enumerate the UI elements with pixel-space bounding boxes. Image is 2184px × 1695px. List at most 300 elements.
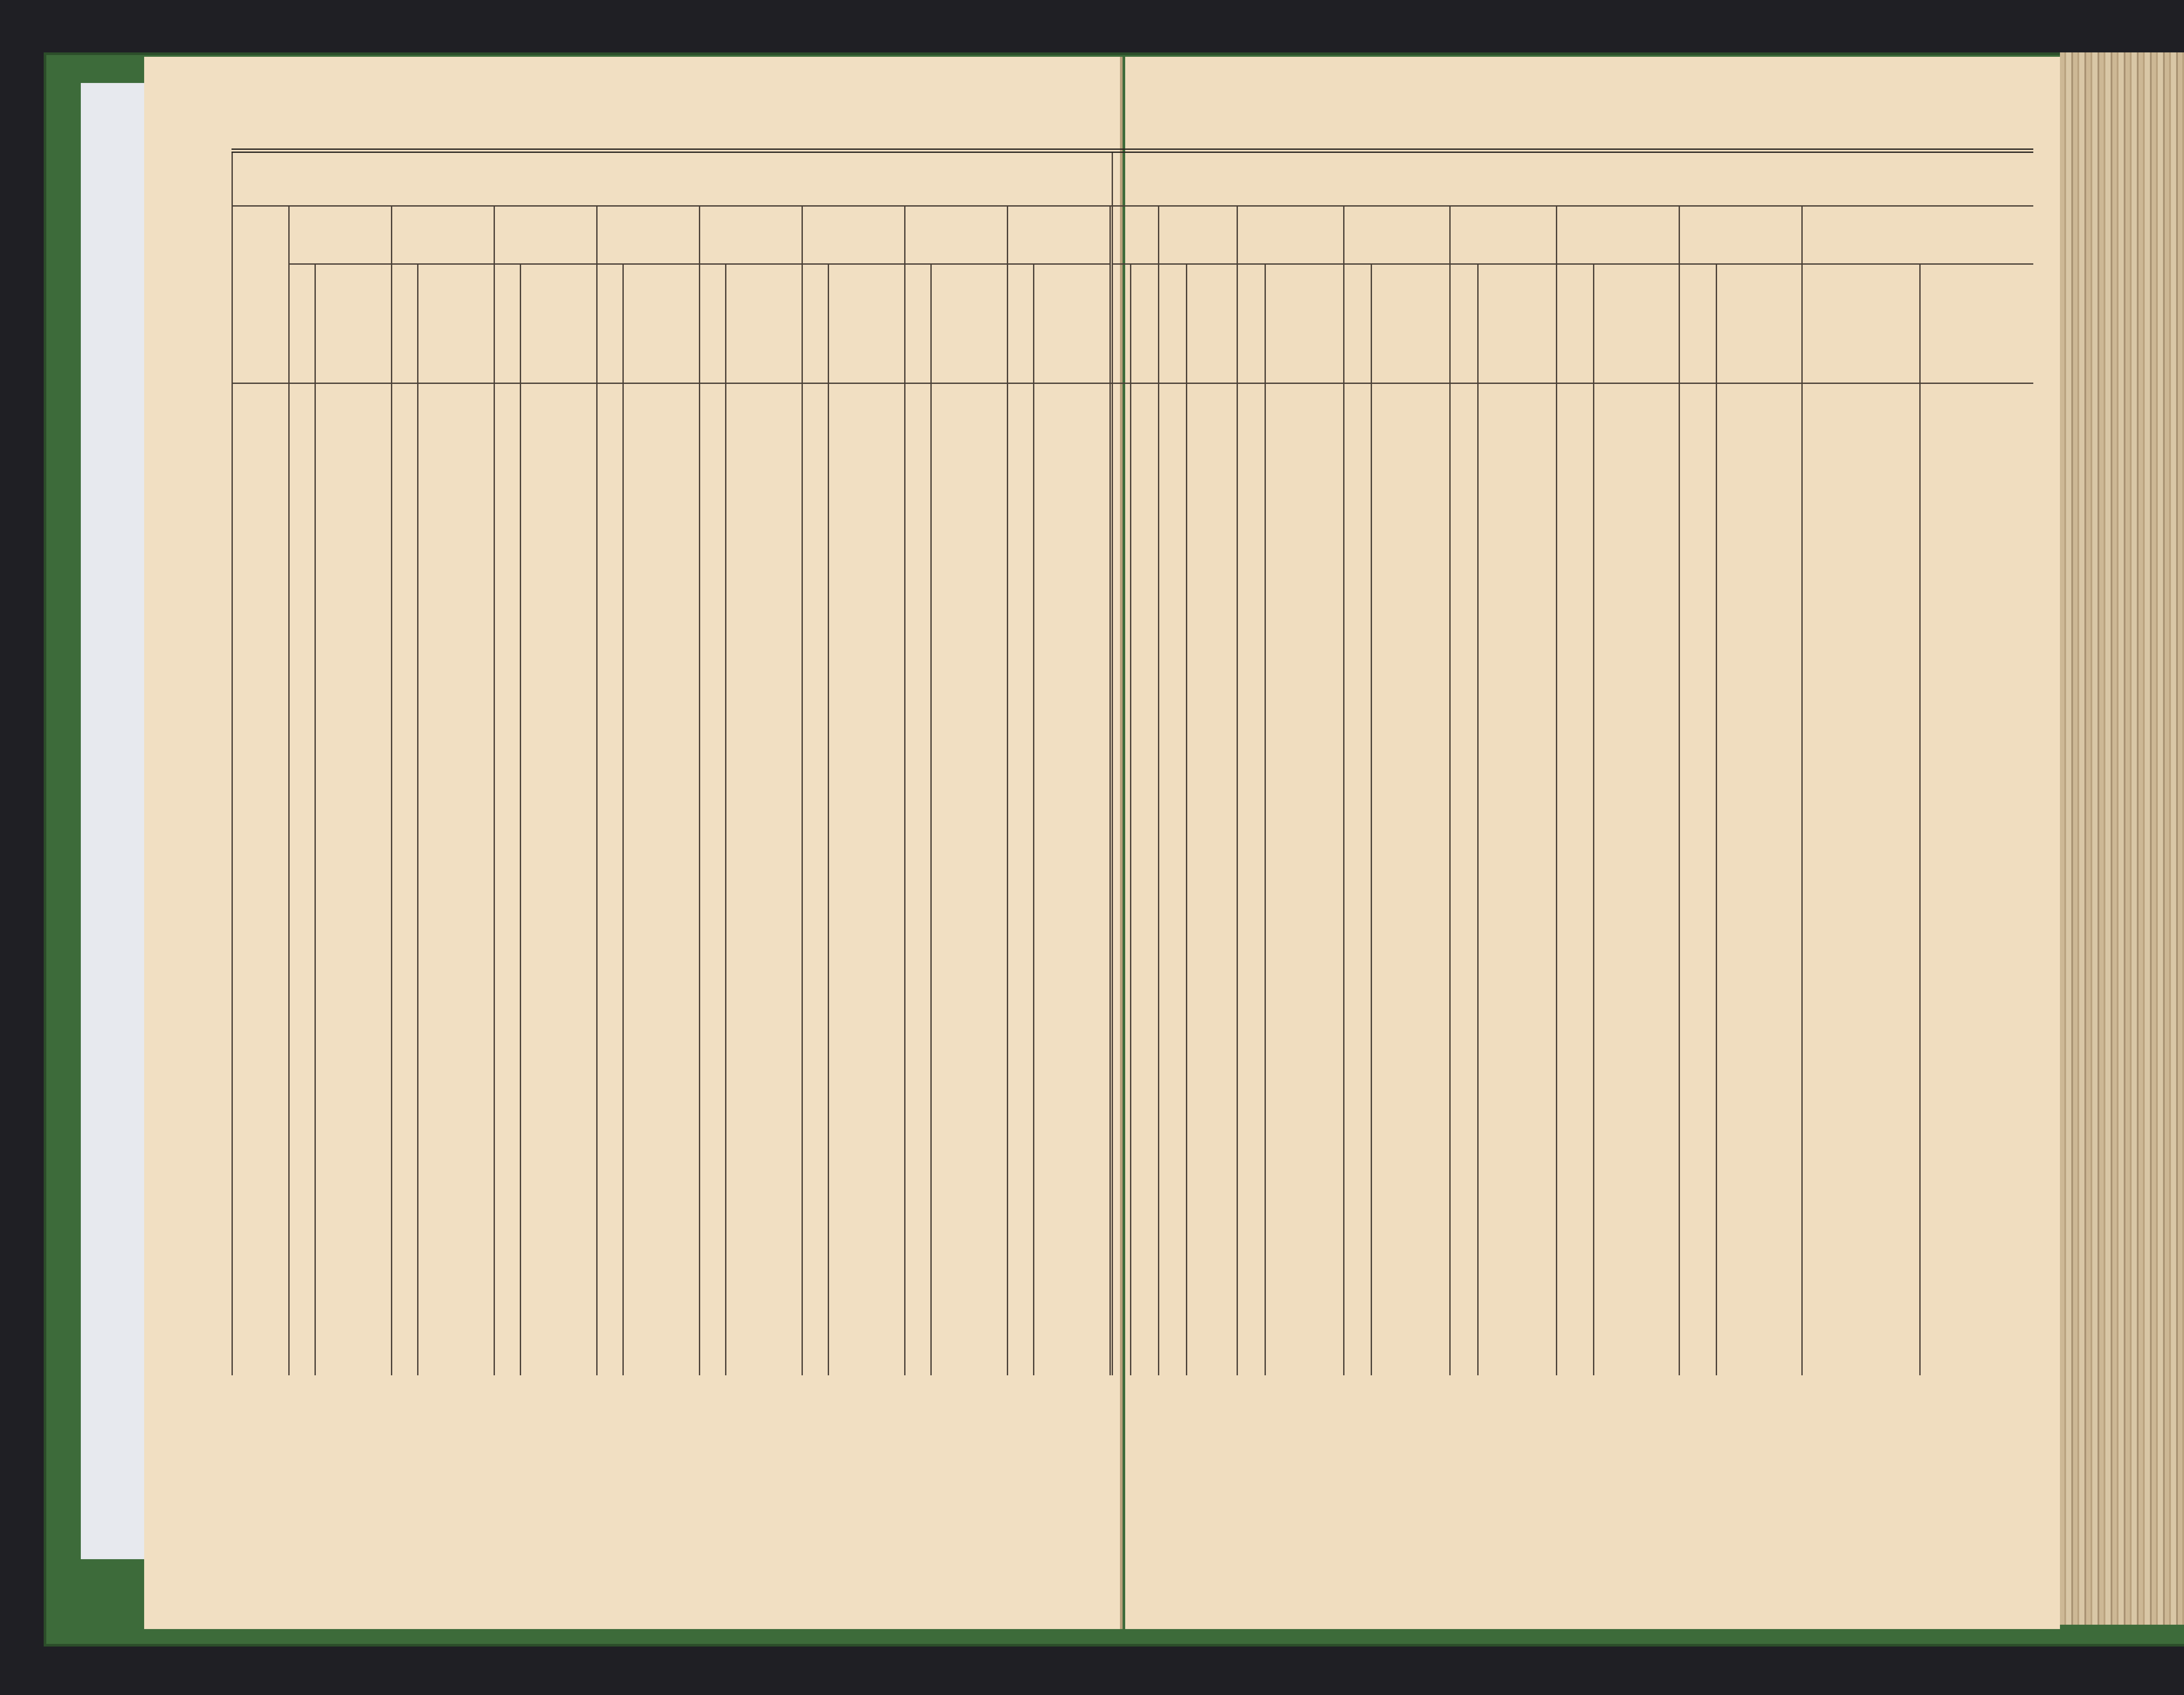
table-cell [1478,884,1556,904]
column-subheader [931,264,1008,383]
table-cell [1679,1216,1716,1236]
column-subheader [1344,264,1372,383]
table-cell [931,474,1008,493]
table-cell [1344,1061,1372,1080]
table-cell [494,1335,521,1375]
table-cell [1679,383,1716,417]
table-cell [494,1236,521,1255]
table-cell [289,629,315,670]
table-cell [1450,1061,1478,1080]
table-cell [1557,455,1594,474]
table-cell [1920,493,2033,533]
table-cell [905,572,931,591]
table-cell [700,533,726,552]
table-cell [521,748,597,767]
table-cell [1008,1042,1034,1061]
table-cell [829,710,905,729]
table-cell [1008,884,1034,904]
table-cell [392,455,418,474]
table-cell [700,1236,726,1255]
table-cell [700,493,726,533]
table-cell [1802,1042,1920,1061]
table-cell [1478,435,1556,455]
table-cell [1237,942,1265,982]
column-subheader [623,264,700,383]
table-cell [1557,1080,1594,1099]
table-cell [1265,904,1344,923]
table-row [1113,670,2034,710]
table-cell [418,435,494,455]
table-cell [1372,884,1450,904]
table-cell [1186,383,1237,417]
table-cell [1186,552,1237,572]
table-cell [289,904,315,923]
table-row [232,710,1123,729]
table-cell [1113,748,1131,767]
table-cell [494,383,521,417]
table-cell [315,1022,392,1042]
column-subheader [1802,264,1920,383]
table-cell [1593,884,1679,904]
table-cell [1034,435,1110,455]
table-cell [1008,610,1034,629]
table-cell [1186,670,1237,710]
table-cell [1716,710,1802,729]
table-cell [1131,533,1159,552]
table-cell [1593,923,1679,942]
table-cell [1265,670,1344,710]
table-cell [623,533,700,552]
table-cell [1344,942,1372,982]
table-cell [905,806,931,846]
table-cell [1131,748,1159,767]
table-row [1113,806,2034,846]
table-row [232,748,1123,767]
table-cell [1131,787,1159,806]
table-cell [1920,710,2033,729]
table-cell [1920,416,2033,435]
table-cell [1237,1178,1265,1197]
table-cell [700,1159,726,1178]
table-cell [494,552,521,572]
table-cell [726,1255,802,1295]
table-cell [829,806,905,846]
table-cell [1802,1118,1920,1159]
table-cell [1557,1236,1594,1255]
table-cell [1920,846,2033,865]
column-subheader [1450,264,1478,383]
table-cell [1008,806,1034,846]
table-cell [623,1118,700,1159]
column-header-group [597,206,700,264]
table-cell [315,865,392,884]
table-cell [726,710,802,729]
table-cell [1372,1118,1450,1159]
table-cell [1186,787,1237,806]
table-cell [315,1099,392,1118]
table-cell [1802,629,1920,670]
table-cell [597,846,623,865]
table-cell [392,610,418,629]
table-cell [1008,1335,1034,1375]
table-cell [700,1216,726,1236]
column-subheader [1113,264,1131,383]
table-cell [418,1236,494,1255]
table-cell [1158,1178,1186,1197]
table-cell [931,865,1008,884]
table-cell [1113,923,1131,942]
table-cell [1265,572,1344,591]
table-cell [1344,1295,1372,1335]
table-cell [1478,1236,1556,1255]
table-cell [521,552,597,572]
table-cell [1802,533,1920,552]
table-cell [802,710,829,729]
table-cell [1265,710,1344,729]
table-cell [1113,493,1131,533]
table-cell [1920,729,2033,748]
table-cell [829,1080,905,1099]
table-cell [905,1178,931,1197]
table-cell [1593,533,1679,552]
table-cell [1372,1080,1450,1099]
table-row [232,846,1123,865]
table-row [1113,1295,2034,1335]
table-cell [1186,591,1237,610]
table-cell [1237,455,1265,474]
table-cell [905,435,931,455]
table-cell [802,1255,829,1295]
table-cell [1372,1197,1450,1216]
table-cell [1716,1099,1802,1118]
table-cell [1265,416,1344,435]
table-cell [392,904,418,923]
table-cell [1716,629,1802,670]
table-cell [1802,383,1920,417]
table-cell [802,1335,829,1375]
table-cell [905,1295,931,1335]
table-cell [905,552,931,572]
table-cell [802,904,829,923]
table-cell [700,1295,726,1335]
table-cell [802,629,829,670]
table-cell [315,1236,392,1255]
column-subheader [289,264,315,383]
table-cell [931,1080,1008,1099]
table-cell [1158,455,1186,474]
table-cell [1113,552,1131,572]
table-cell [1186,884,1237,904]
table-cell [1113,670,1131,710]
table-cell [315,435,392,455]
table-cell [1265,1197,1344,1216]
table-cell [1679,748,1716,767]
table-cell [1237,1022,1265,1042]
table-cell [829,904,905,923]
table-cell [1802,1178,1920,1197]
table-cell [1131,552,1159,572]
table-cell [1802,572,1920,591]
table-cell [700,1080,726,1099]
table-cell [1920,629,2033,670]
table-cell [1478,904,1556,923]
table-cell [418,884,494,904]
table-cell [232,865,289,884]
table-cell [392,806,418,846]
table-row [1113,748,2034,767]
table-row [1113,710,2034,729]
table-cell [623,1236,700,1255]
table-cell [494,416,521,435]
table-cell [1237,416,1265,435]
table-cell [1679,884,1716,904]
table-cell [1113,1178,1131,1197]
table-cell [597,1042,623,1061]
table-cell [1344,923,1372,942]
table-cell [726,904,802,923]
table-cell [418,629,494,670]
table-cell [726,1042,802,1061]
table-cell [1186,1159,1237,1178]
table-cell [1920,670,2033,710]
table-cell [700,923,726,942]
table-cell [1113,942,1131,982]
table-cell [289,572,315,591]
table-cell [1478,629,1556,670]
table-cell [1237,474,1265,493]
table-cell [232,904,289,923]
table-cell [905,1061,931,1080]
table-cell [829,435,905,455]
table-cell [1237,629,1265,670]
table-cell [829,942,905,982]
table-cell [905,455,931,474]
table-cell [232,846,289,865]
table-cell [802,1099,829,1118]
table-cell [931,1022,1008,1042]
table-cell [1557,383,1594,417]
table-cell [315,787,392,806]
table-cell [931,591,1008,610]
table-cell [232,1216,289,1236]
table-cell [232,572,289,591]
table-cell [1344,572,1372,591]
table-cell [1716,787,1802,806]
table-cell [1344,1216,1372,1236]
table-cell [289,1080,315,1099]
table-cell [1344,1159,1372,1178]
table-cell [1802,729,1920,748]
table-cell [802,670,829,710]
table-cell [1679,767,1716,787]
table-cell [1034,1216,1110,1236]
table-cell [521,474,597,493]
table-cell [1131,846,1159,865]
table-cell [700,1335,726,1375]
table-cell [1186,748,1237,767]
table-row [232,572,1123,591]
table-cell [494,865,521,884]
table-cell [1450,1022,1478,1042]
table-cell [623,982,700,1022]
table-cell [1344,1335,1372,1375]
table-cell [1478,846,1556,865]
table-cell [1802,493,1920,533]
table-cell [726,923,802,942]
table-cell [1593,904,1679,923]
table-cell [232,1335,289,1375]
table-cell [623,767,700,787]
table-cell [1716,942,1802,982]
table-cell [1557,710,1594,729]
table-cell [905,1335,931,1375]
table-cell [1802,552,1920,572]
table-cell [1372,904,1450,923]
table-cell [1344,767,1372,787]
table-cell [597,1197,623,1216]
table-cell [1478,748,1556,767]
table-cell [494,1118,521,1159]
table-cell [1158,767,1186,787]
table-banner [1113,151,2034,206]
table-cell [829,1295,905,1335]
table-cell [905,629,931,670]
table-cell [1131,1178,1159,1197]
column-subheader [494,264,521,383]
table-cell [1008,1061,1034,1080]
table-cell [905,787,931,806]
table-cell [905,1255,931,1295]
table-cell [418,591,494,610]
table-cell [623,787,700,806]
table-cell [1113,1295,1131,1335]
table-cell [597,383,623,417]
table-cell [289,1335,315,1375]
table-cell [1186,1042,1237,1061]
table-cell [1716,865,1802,884]
table-cell [1716,670,1802,710]
table-cell [700,591,726,610]
table-cell [1265,748,1344,767]
table-cell [802,1236,829,1255]
table-row [232,455,1123,474]
table-cell [905,1236,931,1255]
table-row [1113,982,2034,1022]
table-cell [1450,1236,1478,1255]
table-cell [1450,806,1478,846]
table-cell [597,1118,623,1159]
table-cell [1716,767,1802,787]
table-cell [1557,435,1594,455]
table-cell [494,670,521,710]
table-cell [1265,1335,1344,1375]
table-cell [931,787,1008,806]
table-cell [232,629,289,670]
table-cell [315,533,392,552]
table-cell [1186,533,1237,552]
table-cell [232,710,289,729]
table-cell [1372,1178,1450,1197]
table-cell [232,1022,289,1042]
table-cell [1679,1335,1716,1375]
table-cell [1008,533,1034,552]
table-cell [931,904,1008,923]
table-cell [1034,1022,1110,1042]
right-ledger-table [1112,148,2033,1375]
table-cell [1034,1335,1110,1375]
table-cell [1920,1335,2033,1375]
table-cell [1679,729,1716,748]
table-cell [1034,591,1110,610]
table-cell [802,982,829,1022]
table-cell [1450,670,1478,710]
table-cell [1802,1061,1920,1080]
table-cell [1344,806,1372,846]
table-row [232,884,1123,904]
table-cell [623,748,700,767]
table-cell [1593,1197,1679,1216]
table-row [232,474,1123,493]
table-cell [1372,865,1450,884]
table-cell [802,1197,829,1216]
table-cell [931,1255,1008,1295]
table-cell [597,533,623,552]
table-cell [829,748,905,767]
table-cell [1113,846,1131,865]
table-cell [829,1118,905,1159]
table-cell [418,1216,494,1236]
table-cell [521,710,597,729]
table-cell [1237,1216,1265,1236]
table-cell [700,729,726,748]
table-cell [1557,767,1594,787]
table-cell [232,670,289,710]
table-cell [1265,552,1344,572]
table-cell [1158,1197,1186,1216]
table-cell [1478,1022,1556,1042]
table-cell [418,710,494,729]
table-cell [1478,806,1556,846]
table-cell [1372,610,1450,629]
table-cell [1158,787,1186,806]
table-cell [1034,865,1110,884]
table-cell [1679,865,1716,884]
table-cell [1113,1159,1131,1178]
table-cell [1265,533,1344,552]
table-cell [392,1178,418,1197]
table-cell [1478,1197,1556,1216]
table-cell [1920,552,2033,572]
table-cell [1113,904,1131,923]
table-cell [1237,1080,1265,1099]
table-cell [232,923,289,942]
table-cell [1593,474,1679,493]
table-cell [232,552,289,572]
table-cell [1265,729,1344,748]
table-cell [726,1197,802,1216]
table-cell [1034,904,1110,923]
table-cell [232,1197,289,1216]
table-cell [1372,670,1450,710]
table-cell [1802,942,1920,982]
table-cell [931,1118,1008,1159]
table-cell [1034,884,1110,904]
table-cell [931,806,1008,846]
table-row [232,1236,1123,1255]
table-cell [418,846,494,865]
table-cell [1265,455,1344,474]
table-cell [1158,493,1186,533]
